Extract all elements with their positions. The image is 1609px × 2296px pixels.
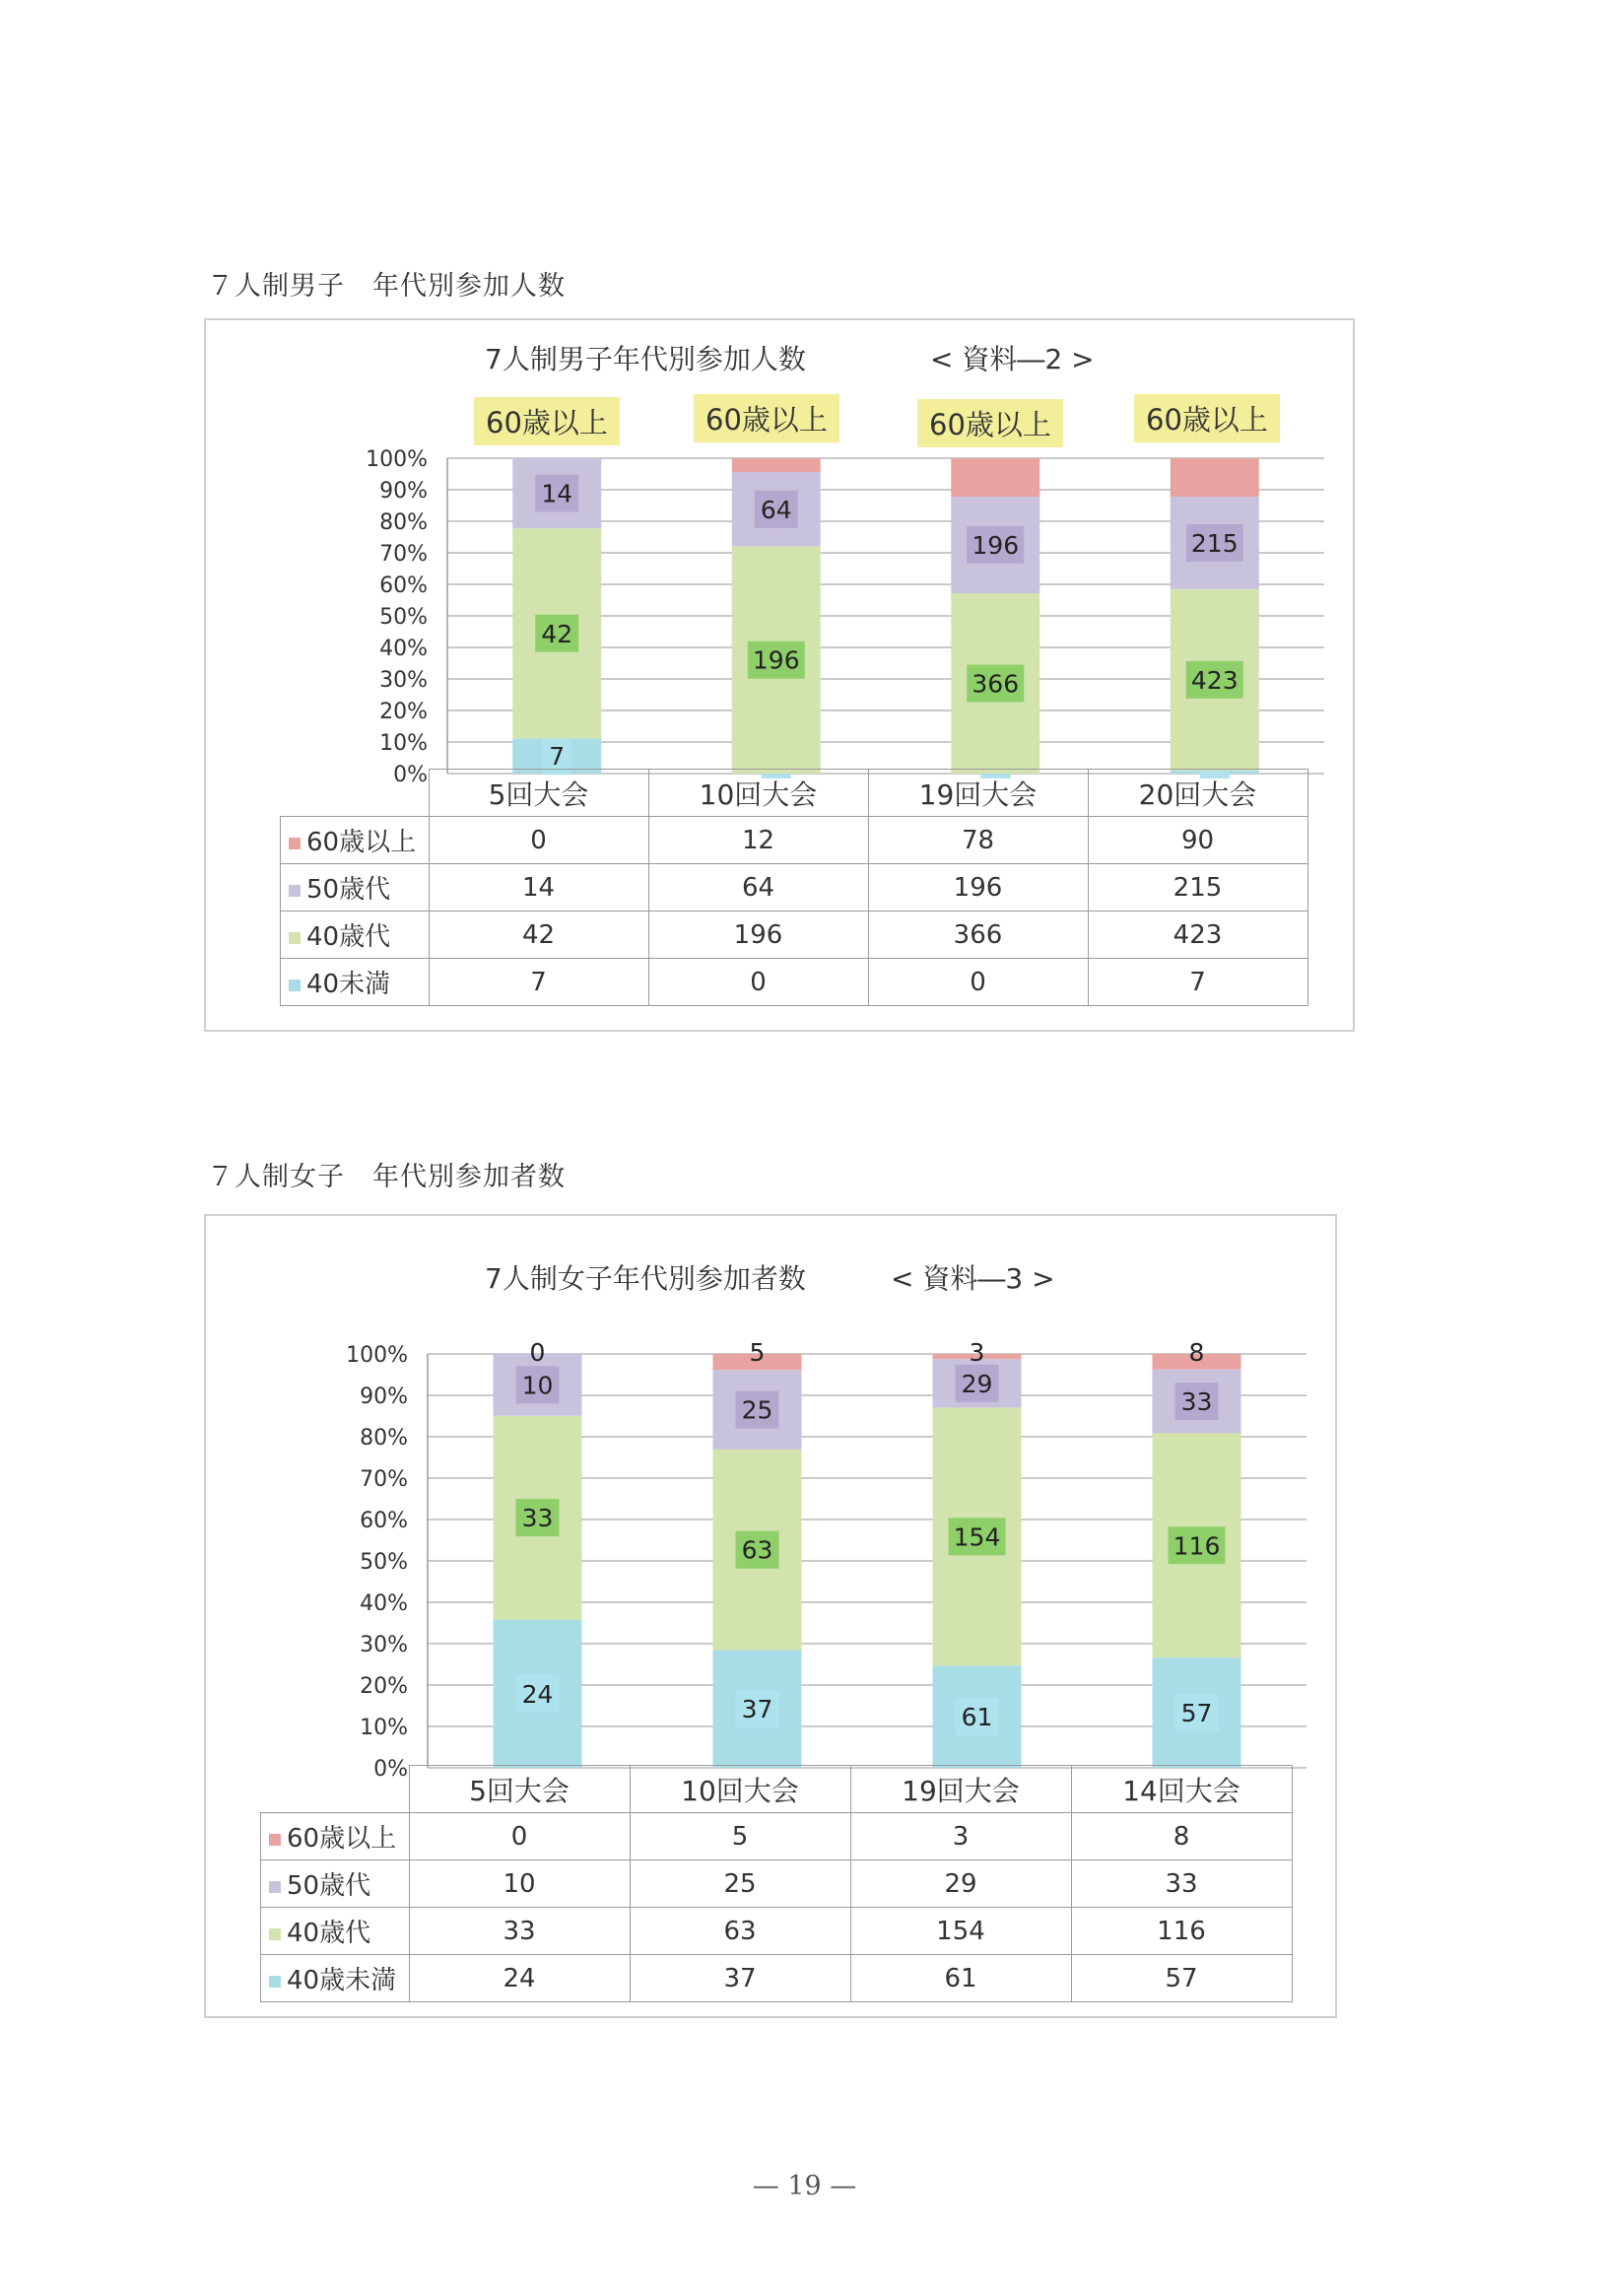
table-cell: 42 [429, 912, 648, 959]
table-cell: 0 [409, 1813, 630, 1860]
table-cell: 154 [850, 1908, 1071, 1955]
legend-swatch [269, 1976, 281, 1988]
table-row [261, 1860, 1293, 1908]
table-cell: 24 [409, 1955, 630, 2002]
bar-value-label: 33 [521, 1504, 554, 1533]
men-chart-box [204, 318, 1355, 1032]
table-cell: 8 [1071, 1813, 1292, 1860]
table-row [281, 912, 1308, 959]
table-cell: 196 [648, 912, 868, 959]
table-cell: 116 [1071, 1908, 1292, 1955]
y-tick-label: 50% [360, 1550, 408, 1575]
table-cell: 14 [429, 864, 648, 912]
table-row [261, 1908, 1293, 1955]
legend-entry [281, 864, 430, 912]
x-tick-label: 20回大会 [1088, 770, 1307, 817]
y-tick-label: 0% [393, 763, 428, 787]
table-cell: 57 [1071, 1955, 1292, 2002]
table-corner [261, 1766, 410, 1813]
y-tick-label: 30% [360, 1633, 408, 1657]
table-cell: 0 [429, 817, 648, 864]
x-tick-label: 5回大会 [409, 1766, 630, 1813]
bar-value-label: 5 [749, 1338, 766, 1367]
y-tick-label: 40% [379, 637, 428, 661]
bar-value-label: 57 [1180, 1699, 1213, 1728]
legend-label: 50歳代 [287, 1871, 371, 1901]
table-cell: 29 [850, 1860, 1071, 1908]
men-section-title: ７人制男子 年代別参加人数 [207, 271, 566, 302]
table-cell: 78 [868, 817, 1088, 864]
bar-value-label: 64 [760, 495, 792, 524]
x-tick-label: 10回大会 [630, 1766, 850, 1813]
x-tick-label: 19回大会 [868, 770, 1088, 817]
men-annotation-2: 60歳以上 [694, 394, 839, 442]
bar-value-label: 116 [1173, 1531, 1221, 1561]
y-tick-label: 80% [360, 1426, 408, 1451]
table-cell: 5 [630, 1813, 850, 1860]
bar-value-label: 10 [521, 1371, 554, 1400]
bar-value-label: 423 [1190, 665, 1239, 695]
bar-value-label: 366 [972, 669, 1020, 699]
x-tick-label: 5回大会 [429, 770, 648, 817]
table-cell: 10 [409, 1860, 630, 1908]
table-cell: 63 [630, 1908, 850, 1955]
legend-entry [261, 1908, 410, 1955]
table-cell: 366 [868, 912, 1088, 959]
y-tick-label: 50% [379, 605, 428, 630]
women-chart-ref: < 資料―3 > [891, 1262, 1055, 1295]
women-section-title: ７人制女子 年代別参加者数 [207, 1162, 566, 1192]
table-cell: 61 [850, 1955, 1071, 2002]
legend-swatch [269, 1834, 281, 1846]
bar-value-label: 37 [741, 1695, 773, 1724]
bar-value-label: 196 [752, 645, 800, 675]
y-tick-label: 100% [346, 1343, 408, 1368]
x-tick-label: 10回大会 [648, 770, 868, 817]
bar-value-label: 61 [961, 1703, 993, 1732]
table-row [281, 817, 1308, 864]
y-tick-label: 100% [366, 447, 428, 472]
y-tick-label: 60% [379, 574, 428, 598]
women-plot [206, 1216, 1335, 1782]
legend-swatch [269, 1881, 281, 1893]
bar-value-label: 24 [521, 1679, 554, 1709]
bar-value-label: 215 [1190, 528, 1239, 558]
legend-swatch [289, 979, 301, 991]
table-corner [281, 770, 430, 817]
table-cell: 37 [630, 1955, 850, 2002]
women-chart-box [204, 1214, 1337, 2018]
bar-value-label: 14 [541, 479, 573, 508]
y-tick-label: 90% [379, 479, 428, 504]
men-data-table [280, 769, 1308, 1006]
table-row [281, 959, 1308, 1006]
legend-entry [281, 817, 430, 864]
bar-value-label: 8 [1188, 1338, 1205, 1367]
legend-entry [261, 1955, 410, 2002]
bar-segment [951, 458, 1039, 497]
legend-label: 60歳以上 [306, 828, 417, 857]
legend-entry [281, 912, 430, 959]
bar-value-label: 33 [1180, 1387, 1213, 1417]
bar-value-label: 42 [541, 619, 573, 648]
table-cell: 423 [1088, 912, 1307, 959]
y-tick-label: 30% [379, 668, 428, 693]
women-chart-title: 7人制女子年代別参加者数 [485, 1262, 806, 1295]
table-cell: 7 [1088, 959, 1307, 1006]
bar-value-label: 0 [529, 1338, 546, 1367]
y-tick-label: 60% [360, 1509, 408, 1533]
legend-label: 40歳代 [287, 1919, 371, 1948]
legend-entry [261, 1860, 410, 1908]
y-tick-label: 20% [360, 1674, 408, 1699]
bar-segment [1171, 458, 1259, 497]
men-annotation-3: 60歳以上 [917, 399, 1063, 447]
y-tick-label: 10% [360, 1716, 408, 1740]
y-tick-label: 80% [379, 510, 428, 535]
y-tick-label: 0% [373, 1757, 408, 1782]
table-row [281, 864, 1308, 912]
men-annotation-1: 60歳以上 [474, 397, 620, 445]
legend-entry [281, 959, 430, 1006]
table-row [261, 1813, 1293, 1860]
table-cell: 3 [850, 1813, 1071, 1860]
legend-swatch [289, 838, 301, 849]
y-tick-label: 40% [360, 1591, 408, 1616]
table-cell: 7 [429, 959, 648, 1006]
table-cell: 33 [409, 1908, 630, 1955]
legend-label: 60歳以上 [287, 1824, 397, 1854]
bar-value-label: 196 [972, 531, 1020, 560]
x-tick-label: 19回大会 [850, 1766, 1071, 1813]
men-chart-ref: < 資料―2 > [930, 343, 1095, 375]
y-tick-label: 70% [360, 1467, 408, 1492]
table-cell: 0 [648, 959, 868, 1006]
table-cell: 196 [868, 864, 1088, 912]
bar-value-label: 29 [961, 1369, 993, 1398]
legend-label: 40歳未満 [287, 1966, 397, 1995]
bar-value-label: 3 [969, 1338, 985, 1367]
table-cell: 90 [1088, 817, 1307, 864]
women-data-table [260, 1765, 1293, 2002]
legend-label: 50歳代 [306, 875, 391, 905]
table-cell: 25 [630, 1860, 850, 1908]
x-tick-label: 14回大会 [1071, 1766, 1292, 1813]
legend-swatch [289, 932, 301, 944]
y-tick-label: 90% [360, 1384, 408, 1409]
table-cell: 12 [648, 817, 868, 864]
bar-value-label: 25 [741, 1395, 773, 1425]
table-row [261, 1955, 1293, 2002]
legend-label: 40未満 [306, 970, 391, 999]
bar-value-label: 154 [953, 1522, 1001, 1552]
y-tick-label: 70% [379, 542, 428, 567]
legend-swatch [289, 885, 301, 897]
legend-entry [261, 1813, 410, 1860]
table-cell: 215 [1088, 864, 1307, 912]
table-cell: 33 [1071, 1860, 1292, 1908]
page-number: — 19 — [752, 2171, 857, 2201]
legend-label: 40歳代 [306, 922, 391, 952]
bar-value-label: 7 [549, 742, 566, 772]
men-chart-title: 7人制男子年代別参加人数 [485, 343, 806, 375]
bar-value-label: 63 [741, 1535, 773, 1565]
table-cell: 64 [648, 864, 868, 912]
y-tick-label: 20% [379, 700, 428, 724]
bar-segment [732, 458, 821, 472]
y-tick-label: 10% [379, 731, 428, 756]
men-plot [206, 320, 1353, 787]
table-cell: 0 [868, 959, 1088, 1006]
legend-swatch [269, 1928, 281, 1940]
men-annotation-4: 60歳以上 [1134, 394, 1280, 442]
